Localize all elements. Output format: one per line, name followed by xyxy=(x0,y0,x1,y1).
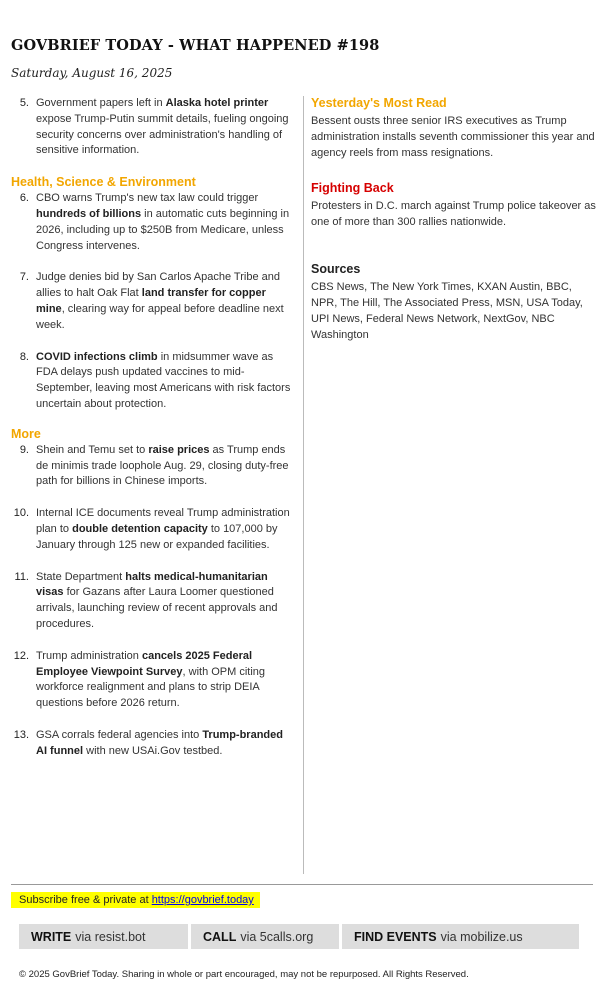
page-title: GOVBRIEF TODAY - WHAT HAPPENED #198 xyxy=(11,37,380,54)
item-number: 12. xyxy=(13,649,29,662)
call-via: via 5calls.org xyxy=(240,929,314,944)
subscribe-text: Subscribe free & private at xyxy=(19,894,152,906)
item-text: Government papers left in Alaska hotel printer expose Trump-Putin summit details, fueling ongoing security concerns over administration's handling of sensitive information. xyxy=(36,97,289,157)
column-divider xyxy=(303,96,304,874)
action-bar xyxy=(19,924,579,949)
right-column xyxy=(311,96,596,343)
item-number: 11. xyxy=(14,570,29,583)
write-action-button[interactable] xyxy=(19,924,188,949)
find-events-label: FIND EVENTS xyxy=(354,929,437,944)
list-item-13 xyxy=(11,728,296,760)
footer-rule xyxy=(11,884,593,885)
find-events-via: via mobilize.us xyxy=(440,929,523,944)
most-read-text: Bessent ousts three senior IRS executives as Trump administration installs seventh commissioner this year and agency reels from mass resignations. xyxy=(311,115,595,159)
item-text: COVID infections climb in midsummer wave as FDA delays push updated vaccines to mid-September, leaving most Americans with risk factors uncertain about protection. xyxy=(36,350,291,410)
item-number: 13. xyxy=(13,728,29,741)
section-heading-most-read: Yesterday's Most Read xyxy=(311,96,447,110)
list-item-5 xyxy=(11,96,296,159)
item-number: 9. xyxy=(19,443,29,456)
call-label: CALL xyxy=(203,929,237,944)
item-text: CBO warns Trump's new tax law could trigger hundreds of billions in automatic cuts beginning in 2026, including up to $250B from Medicare, unless Congress intervenes. xyxy=(36,192,290,252)
item-number: 6. xyxy=(19,192,29,205)
list-item-6 xyxy=(11,191,296,254)
list-item-8 xyxy=(11,350,296,413)
section-heading-more: More xyxy=(11,426,41,441)
item-text: GSA corrals federal agencies into Trump-branded AI funnel with new USAi.Gov testbed. xyxy=(36,728,283,757)
fighting-back-text: Protesters in D.C. march against Trump police takeover as one of more than 300 rallies nationwide. xyxy=(311,200,596,228)
list-item-7 xyxy=(11,270,296,333)
list-item-10 xyxy=(11,506,296,553)
sources-text: CBS News, The New York Times, KXAN Austin, BBC, NPR, The Hill, The Associated Press, MSN, USA Today, UPI News, Federal News Network, NextGov, NBC Washington xyxy=(311,281,583,341)
section-heading-sources: Sources xyxy=(311,262,361,276)
subscribe-banner xyxy=(11,892,260,908)
copyright-notice: © 2025 GovBrief Today. Sharing in whole or part encouraged, may not be repurposed. All Rights Reserved. xyxy=(19,969,469,980)
section-heading-fighting-back: Fighting Back xyxy=(311,181,394,195)
item-text: Trump administration cancels 2025 Federal Employee Viewpoint Survey, with OPM citing workforce realignment and plans to strip DEIA questions before 2026 return. xyxy=(36,649,266,710)
left-column xyxy=(11,96,296,760)
item-text: Internal ICE documents reveal Trump administration plan to double detention capacity to 107,000 by January through 125 new or expanded facilities. xyxy=(36,507,290,551)
write-via: via resist.bot xyxy=(75,929,146,944)
item-number: 8. xyxy=(19,350,29,363)
list-item-11 xyxy=(11,570,296,633)
masthead xyxy=(11,37,596,80)
write-label: WRITE xyxy=(31,929,72,944)
issue-date: Saturday, August 16, 2025 xyxy=(11,66,173,80)
call-action-button[interactable] xyxy=(191,924,339,949)
section-heading-health: Health, Science & Environment xyxy=(11,175,196,190)
item-text: State Department halts medical-humanitarian visas for Gazans after Laura Loomer questioned arrivals, launching review of recent approvals and procedures. xyxy=(36,570,278,630)
list-item-9 xyxy=(11,443,296,490)
find-events-action-button[interactable] xyxy=(342,924,579,949)
subscribe-link[interactable]: https://govbrief.today xyxy=(151,894,254,906)
item-number: 7. xyxy=(19,271,29,284)
item-number: 10. xyxy=(13,507,29,520)
list-item-12 xyxy=(11,649,296,712)
item-number: 5. xyxy=(19,97,29,109)
item-text: Shein and Temu set to raise prices as Trump ends de minimis trade loophole Aug. 29, closing duty-free path for billions in Chinese imports. xyxy=(36,443,289,488)
item-text: Judge denies bid by San Carlos Apache Tribe and allies to halt Oak Flat land transfer for copper mine, clearing way for appeal before deadline next week. xyxy=(36,271,284,331)
